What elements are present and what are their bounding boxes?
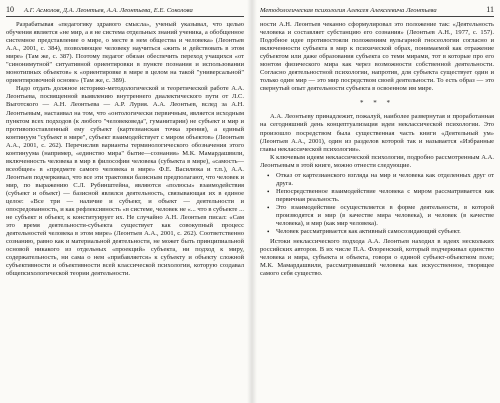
right-page bbox=[260, 6, 494, 398]
list-item: • Человек рассматривается как активный самосозидающий субъект. bbox=[276, 228, 494, 236]
list-item: • Это взаимодействие осуществляется в форме деятельности, в которой производятся и мир (в качестве мира человека), и человек (в качестве человека), и мир (как мир человека). bbox=[276, 204, 494, 228]
right-paragraph-continued: ности А.Н. Леонтьев чеканно сформулировал это положение так: «Деятельность человека и составляет субстанцию его сознания» (Леонтьев А.Н., 1977, с. 157). Подобное идее противостояли положениям вульгарной гносеологии согласно и включенности субъекта в мир к психической обраx, понимаемой как отражение субъектом или даже образования субъекта со теми мирами, тот в которые про его монтом физического мира как через возможности собственной деятельности. Согласно деятельностной психологии, напротив, для субъекта существует один и только один мир — это мир посредством своей деятельности. То есть образ — это свернутый опыт деятельности субъекта в освоенном им мире. bbox=[260, 21, 494, 93]
section-separator: * * * bbox=[360, 99, 394, 108]
right-paragraph-3: Истоки неклассического подхода А.А. Леонтьев находил в идеях нескольких российских авторов. В их числе П.А. Флоренский, который подчеркивал единство человека и мира, субъекта и объекта, говоря о единой субъект-объектном поле; М.К. Мамардашвили, рассматривавший человека как искусственное, творящее самого себя существо. bbox=[260, 238, 494, 278]
page-gutter bbox=[247, 0, 257, 403]
list-item: • Отказ от картезианского взгляда на мир и человека как отделенных друг от друга. bbox=[276, 172, 494, 188]
left-running-head: А.Г. Асмолов, Д.А. Леонтьев, А.А. Леонтьева, Е.Е. Соколова bbox=[24, 7, 193, 14]
key-ideas-list bbox=[260, 172, 494, 236]
right-running-head: Методологическая психология Алексея Алексеевича Леонтьева bbox=[260, 7, 437, 14]
left-page bbox=[6, 6, 244, 398]
right-page-header bbox=[260, 6, 494, 17]
right-paragraph-1: А.А. Леонтьеву принадлежит, пожалуй, наиболее развернутая и проработанная на сегодняшний день концептуализация идеи неклассической психологии. Это произошло посредством была существенная часть книги «Деятельный ум» (Леонтьев А.А., 2001), один из разделов которой так и называется «Избранные главы неклассической психологии». bbox=[260, 113, 494, 153]
list-item: • Непосредственное взаимодействие человека с миром рассматривается как первичная реальность. bbox=[276, 188, 494, 204]
left-page-number: 10 bbox=[6, 6, 14, 14]
right-page-number: 11 bbox=[486, 6, 494, 14]
left-page-header bbox=[6, 6, 244, 17]
right-paragraph-2: К ключевым идеям неклассической психологии, подробно рассмотренным А.А. Леонтьевым в этой книге, можно отнести следующие. bbox=[260, 153, 494, 169]
left-paragraph-2: Надо отдать должное историко-методологической и теоретической работе А.А. Леонтьева, посвященной выявлению внутреннего диалектического пути от Л.С. Выготского — А.Н. Леонтьева — А.Р. Лурия. А.А. Леонтьев, вслед за А.Н. Леонтьевым, настаивал на том, что «онтологически первичным, является исходным пунктом всех подходов (к любого "человековеда", гуманитарии) не субъект и мир и противопоставленный ему субъект (картезианская точка зрения), а единый континуум "субъект в мире", субъект взаимодействует с миром объектов» (Леонтьев А.А., 2001, с. 262). Перечислив варианты терминологического обозначения этого континуума (например, «единство мира" бытие—сознания» М.К. Мамардашвили, включенность человека в мир в философии человека (субъекта в мире), «самость—всеобщее» в «предмете самого человека в мире» Ф.Е. Василюка и т.п.), А.А. Леонтьев подчеркивал, что все эти трактовки базисным предполагают, что человек и мир, по выражению С.Л. Рубинштейна, являются «полюсы» взаимодействия (субъект и объект) — базисной являлся деятельность, связывающая их в единое целое: «Все три — наличие и субъект, и объект — деятельности и опосредованность, и как рефлексивность «в системе, человек не «... что в субъекте ... не субъект и объект, к конституирует их. Не случайно А.Н. Леонтьев писал: «Сам это время деятельности-субъекта существует как совокупный процесс деятельностей человека в этом мире» (Леонтьев А.А., 2001, с. 262). Соответственно сознанию, равно как и материальной деятельности, не может быть принципиальной основой никакого из отдельных «проекций» субъекта, ни подход к миру, содержательность, ни сама о нем «прибавляется» к субъекту и объекту сложной субъективности и объективности всей классической психологии, которую создавал общепсихологической теории деятельности. bbox=[6, 85, 244, 278]
left-paragraph-1: Разрабатывая «педагогику здравого смысла», ученый указывал, что целью обучения является «не мир, а я не система отдельных знаний ученика, а обобщенное системное представление о мире, о месте в нем общества и человека» (Леонтьев А.А., 2001, с. 384), позволяющее человеку научиться «жить и действовать в этом мире» (Там же, с. 387). Поэтому педагог обязан обеспечить переход учащихся «от "синонимутной" ситуативной ориентировки в пункте познания и использовании монотипных объектов» к «ориентировке в мире в целом на такой "универсальной" ориентировочной основе» (Там же, с. 389). bbox=[6, 21, 244, 85]
